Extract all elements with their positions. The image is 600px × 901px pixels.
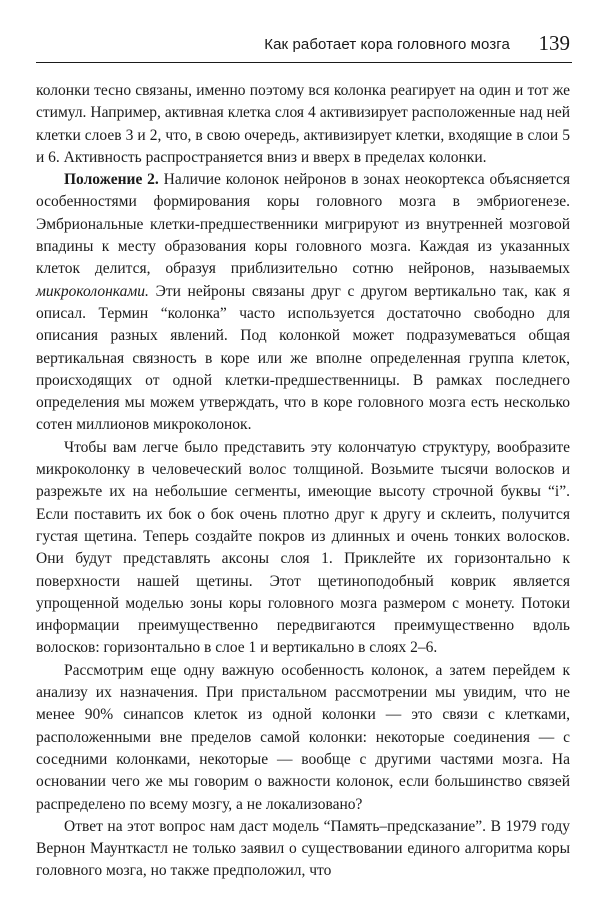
body-text <box>36 80 570 883</box>
chapter-title: Как работает кора головного мозга <box>264 36 510 53</box>
paragraph-3: Чтобы вам легче было представить эту колончатую структуру, вообразите микроколонку в человеческий волос толщиной. Возьмите тысячи волосков и разрежьте их на небольшие сегменты, имеющие высоту строчной буквы “i”. Если поставить их бок о бок очень плотно друг к другу и склеить, получится густая щетина. Теперь создайте покров из длинных и очень тонких волосков. Они будут представлять аксоны слоя 1. Приклейте их горизонтально к поверхности нашей щетины. Этот щетиноподобный коврик является упрощенной моделью зоны коры головного мозга размером с монету. Потоки информации преимущественно передвигаются преимущественно вдоль волосков: горизонтально в слое 1 и вертикально в слоях 2–6. <box>36 438 570 657</box>
paragraph-5: Ответ на этот вопрос нам даст модель “Память–предсказание”. В 1979 году Вернон Маунткастл не только заявил о существовании единого алгоритма коры головного мозга, но также предположил, что <box>36 817 570 880</box>
page-number: 139 <box>538 31 570 55</box>
paragraph-1: колонки тесно связаны, именно поэтому вся колонка реагирует на один и тот же стимул. Например, активная клетка слоя 4 активизирует расположенные над ней клетки слоев 3 и 2, что, в свою очередь, активизирует клетки, входящие в слои 5 и 6. Активность распространяется вниз и вверх в пределах колонки. <box>36 82 570 166</box>
paragraph-4: Рассмотрим еще одну важную особенность колонок, а затем перейдем к анализу их назначения. При пристальном рассмотрении мы увидим, что не менее 90% синапсов клеток из одной колонки — это связи с клетками, расположенными вне пределов самой колонки: некоторые соединения — с соседними колонками, некоторые — вообще с другими частями мозга. На основании чего же мы говорим о важности колонок, если большинство связей распределено по всему мозгу, а не локализовано? <box>36 661 570 813</box>
running-header <box>36 28 572 63</box>
position-2-lead: Положение 2. <box>64 171 159 189</box>
paragraph-2-text-a: Наличие колонок нейронов в зонах неокортекса объясняется особенностями формирования коры головного мозга в эмбриогенезе. Эмбриональные клетки-предшественники мигрируют из внутренней мозговой впадины к месту образования коры головного мозга. Каждая из указанных клеток делится, образуя приблизительно сотню нейронов, называемых <box>36 171 570 278</box>
paragraph-2-text-b: Эти нейроны связаны друг с другом вертикально так, как я описал. Термин “колонка” часто используется достаточно свободно для описания разных явлений. Под колонкой может подразумеваться общая вертикальная связность в коре или же вполне определенная группа клеток, происходящих от одной клетки-предшественницы. В рамках последнего определения мы можем утверждать, что в коре головного мозга есть несколько сотен миллионов микроколонок. <box>36 282 570 434</box>
microcolumns-term: микроколонками. <box>36 282 149 300</box>
paragraph-2 <box>36 169 570 437</box>
